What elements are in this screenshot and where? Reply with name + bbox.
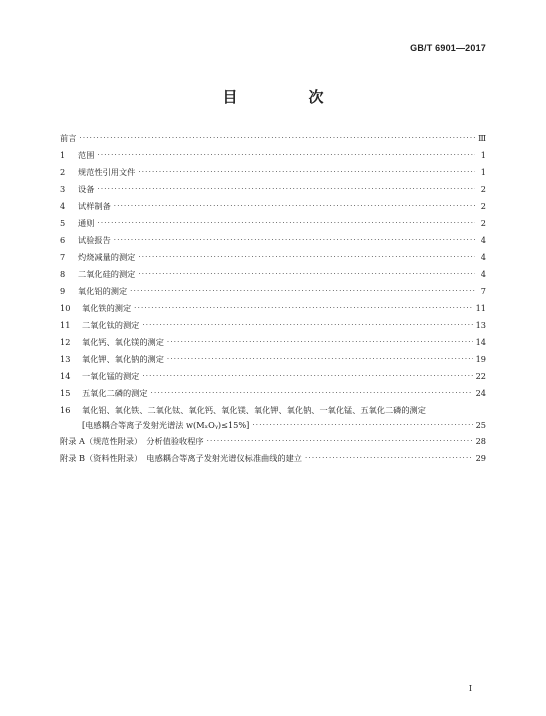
toc-entry-continuation	[60, 418, 486, 433]
toc-entry-first-line	[60, 402, 486, 418]
toc-entry-label: 试样制备	[78, 201, 111, 211]
toc-leader-dots	[305, 450, 473, 467]
toc-entry-appendix-a[interactable]	[60, 433, 486, 450]
toc-entry-label-cont: [电感耦合等离子发射光谱法 w(MₓOᵧ)≤15%]	[82, 420, 250, 430]
toc-entry-page: 13	[475, 320, 486, 330]
toc-entry-10[interactable]	[60, 300, 486, 317]
toc-entry-number: 14	[60, 371, 71, 381]
toc-leader-dots	[138, 164, 475, 181]
toc-leader-dots	[167, 351, 473, 368]
toc-entry-6[interactable]	[60, 232, 486, 249]
toc-entry-12[interactable]	[60, 334, 486, 351]
toc-leader-dots	[97, 215, 475, 232]
toc-entry-number: 3	[60, 184, 66, 194]
toc-entry-15[interactable]	[60, 385, 486, 402]
toc-entry-14[interactable]	[60, 368, 486, 385]
toc-entry-page: 24	[475, 388, 486, 398]
toc-entry-number: 6	[60, 235, 66, 245]
toc-entry-5[interactable]	[60, 215, 486, 232]
toc-entry-page: Ⅲ	[478, 133, 486, 143]
toc-entry-2[interactable]	[60, 164, 486, 181]
toc-entry-number: 8	[60, 269, 66, 279]
toc-entry-number: 4	[60, 201, 66, 211]
toc-entry-label: 氧化铝、氧化铁、二氧化钛、氧化钙、氧化镁、氧化钾、氧化钠、一氧化锰、五氧化二磷的测定	[82, 405, 426, 415]
toc-entry-page: 4	[480, 235, 486, 245]
toc-entry-number: 1	[60, 150, 66, 160]
toc-leader-dots	[142, 368, 472, 385]
toc-entry-label: 氧化钾、氧化钠的测定	[82, 354, 164, 364]
toc-entry-page: 25	[475, 420, 486, 430]
toc-entry-label: 氧化铁的测定	[82, 303, 132, 313]
toc-leader-dots	[114, 198, 475, 215]
toc-leader-dots	[151, 385, 473, 402]
toc-entry-label: 规范性引用文件	[78, 167, 136, 177]
toc-entry-page: 2	[480, 201, 486, 211]
toc-entry-page: 4	[480, 269, 486, 279]
standard-code: GB/T 6901—2017	[410, 43, 486, 53]
toc-entry-number: 7	[60, 252, 66, 262]
toc-entry-page: 28	[475, 436, 486, 446]
toc-entry-page: 1	[480, 167, 486, 177]
toc-entry-label: 灼烧减量的测定	[78, 252, 136, 262]
toc-entry-label: 五氧化二磷的测定	[82, 388, 148, 398]
toc-entry-13[interactable]	[60, 351, 486, 368]
toc-leader-dots	[79, 130, 475, 147]
toc-entry-page: 19	[475, 354, 486, 364]
page-number: I	[468, 684, 472, 693]
page-title: 目 次	[222, 88, 352, 106]
toc-entry-page: 2	[480, 218, 486, 228]
toc-leader-dots	[207, 433, 473, 450]
toc-entry-page: 1	[480, 150, 486, 160]
toc-entry-page: 2	[480, 184, 486, 194]
toc-entry-3[interactable]	[60, 181, 486, 198]
toc-leader-dots	[114, 232, 475, 249]
toc-entry-number: 9	[60, 286, 66, 296]
toc-leader-dots	[252, 418, 472, 433]
toc-entry-label: 附录 A（规范性附录） 分析值验收程序	[60, 436, 204, 446]
toc-entry-foreword[interactable]	[60, 130, 486, 147]
toc-entry-page: 11	[475, 303, 486, 313]
toc-entry-16[interactable]	[60, 402, 486, 433]
toc-entry-page: 7	[480, 286, 486, 296]
toc-leader-dots	[138, 266, 475, 283]
toc-entry-label: 氧化钙、氧化镁的测定	[82, 337, 164, 347]
toc-entry-label: 前言	[60, 133, 77, 143]
toc-entry-9[interactable]	[60, 283, 486, 300]
toc-leader-dots	[134, 300, 472, 317]
toc-leader-dots	[97, 147, 475, 164]
toc-entry-page: 4	[480, 252, 486, 262]
toc-entry-11[interactable]	[60, 317, 486, 334]
toc-entry-label: 设备	[78, 184, 95, 194]
toc-entry-number: 13	[60, 354, 71, 364]
toc-entry-label: 一氧化锰的测定	[82, 371, 140, 381]
toc-entry-label: 范围	[78, 150, 95, 160]
toc-entry-number: 5	[60, 218, 66, 228]
toc-entry-number: 16	[60, 405, 71, 415]
toc-entry-number: 11	[60, 320, 71, 330]
toc-entry-label: 试验报告	[78, 235, 111, 245]
toc-entry-7[interactable]	[60, 249, 486, 266]
toc-leader-dots	[142, 317, 472, 334]
toc-entry-label: 氧化铝的测定	[78, 286, 128, 296]
toc-entry-4[interactable]	[60, 198, 486, 215]
toc-entry-number: 12	[60, 337, 71, 347]
toc-entry-page: 14	[475, 337, 486, 347]
toc-entry-appendix-b[interactable]	[60, 450, 486, 467]
toc-entry-8[interactable]	[60, 266, 486, 283]
toc-leader-dots	[130, 283, 475, 300]
toc-entry-label: 通则	[78, 218, 95, 228]
toc-leader-dots	[167, 334, 473, 351]
toc-entry-page: 22	[475, 371, 486, 381]
toc-entry-number: 10	[60, 303, 71, 313]
toc-entry-label: 二氧化硅的测定	[78, 269, 136, 279]
toc-entry-label: 二氧化钛的测定	[82, 320, 140, 330]
toc-entry-1[interactable]	[60, 147, 486, 164]
toc-entry-page: 29	[475, 453, 486, 463]
toc-entry-number: 15	[60, 388, 71, 398]
table-of-contents	[60, 130, 486, 467]
toc-entry-number: 2	[60, 167, 66, 177]
toc-leader-dots	[138, 249, 475, 266]
toc-leader-dots	[97, 181, 475, 198]
toc-entry-label: 附录 B（资料性附录） 电感耦合等离子发射光谱仪标准曲线的建立	[60, 453, 302, 463]
